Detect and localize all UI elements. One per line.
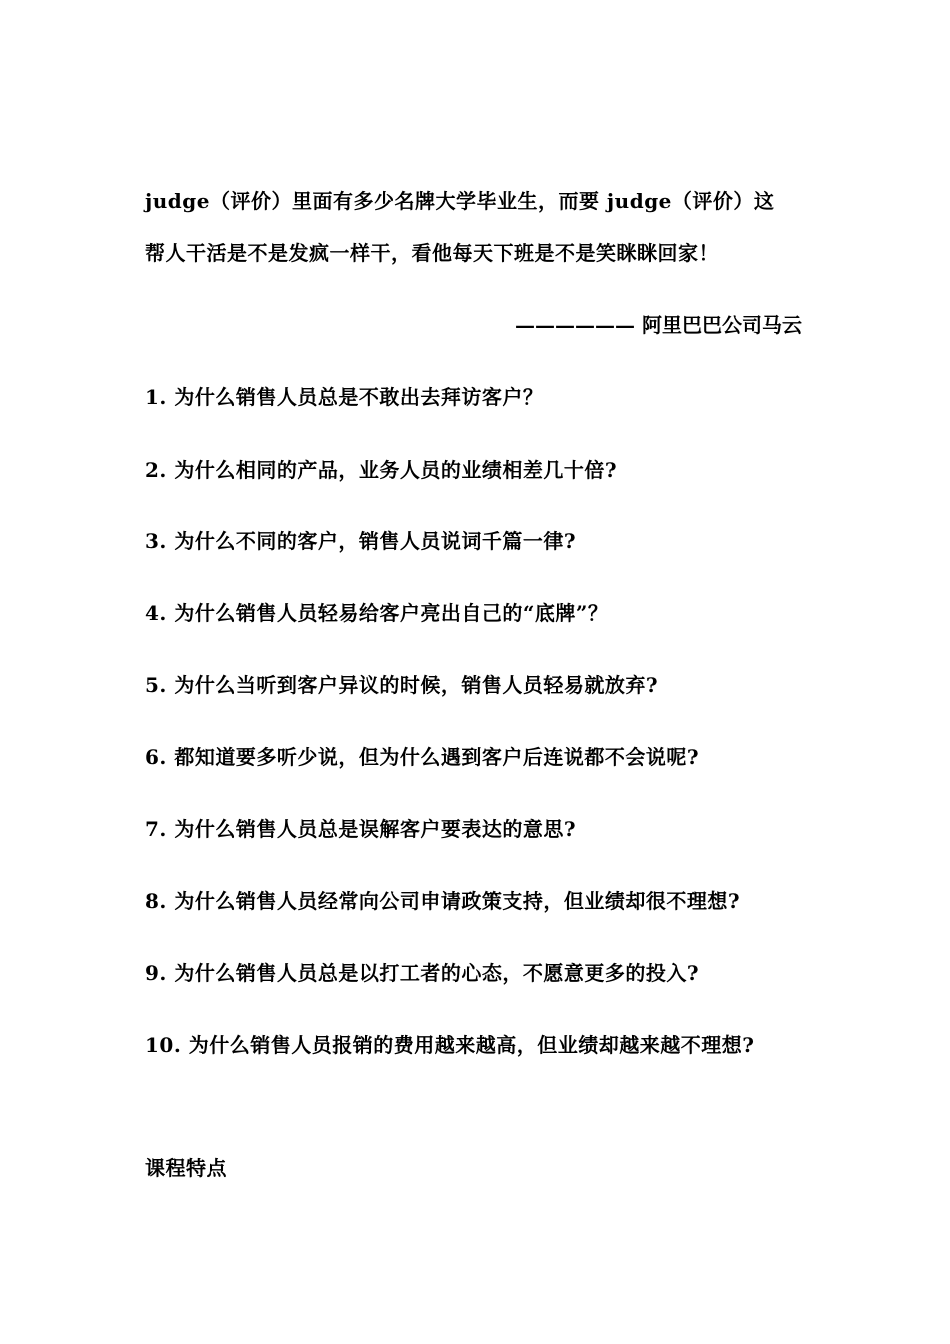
quote-attribution: —————— 阿里巴巴公司马云 <box>515 313 802 337</box>
question-item: 1. 为什么销售人员总是不敢出去拜访客户？ <box>145 385 544 409</box>
question-item: 6. 都知道要多听少说，但为什么遇到客户后连说都不会说呢? <box>145 745 700 769</box>
question-item: 8. 为什么销售人员经常向公司申请政策支持，但业绩却很不理想? <box>145 889 741 913</box>
question-item: 5. 为什么当听到客户异议的时候，销售人员轻易就放弃? <box>145 673 659 697</box>
intro-line-2: 帮人干活是不是发疯一样干，看他每天下班是不是笑眯眯回家！ <box>145 241 719 265</box>
question-item: 4. 为什么销售人员轻易给客户亮出自己的“底牌”？ <box>145 601 609 625</box>
question-item: 3. 为什么不同的客户，销售人员说词千篇一律? <box>145 529 577 553</box>
section-title: 课程特点 <box>145 1156 227 1180</box>
question-item: 7. 为什么销售人员总是误解客户要表达的意思? <box>145 817 577 841</box>
question-item: 2. 为什么相同的产品，业务人员的业绩相差几十倍? <box>145 458 618 482</box>
question-item: 9. 为什么销售人员总是以打工者的心态，不愿意更多的投入? <box>145 961 700 985</box>
intro-line-1: judge（评价）里面有多少名牌大学毕业生，而要 judge（评价）这 <box>145 189 775 213</box>
question-item: 10. 为什么销售人员报销的费用越来越高，但业绩却越来越不理想? <box>145 1033 755 1057</box>
